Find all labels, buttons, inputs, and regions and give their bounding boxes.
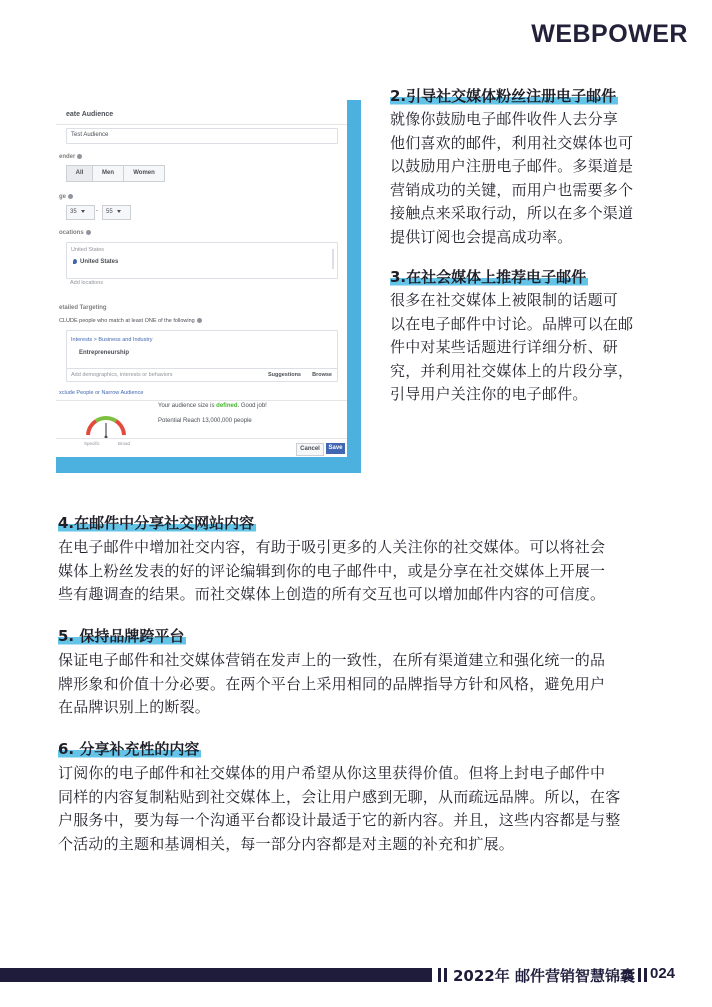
dialog-title: eate Audience [66,111,114,118]
text-line: 以在电子邮件中讨论。品牌可以在邮 [390,314,634,333]
browse-button[interactable]: Browse [312,372,332,378]
scrollbar[interactable] [332,249,334,269]
chevron-down-icon [81,210,85,213]
section-heading: 5. 保持品牌跨平台 [58,627,185,645]
targeting-include-text: CLUDE people who match at least ONE of the following [59,318,202,324]
text-line: 提供订阅也会提高成功率。 [390,227,573,246]
potential-reach-text: Potential Reach 13,000,000 people [158,418,252,424]
map-pin-icon [73,259,77,264]
help-icon [68,194,73,199]
audience-name-value: Test Audience [71,132,109,138]
gender-option-men[interactable]: Men [92,165,124,182]
gender-option-all[interactable]: All [66,165,93,182]
section-body [58,536,668,607]
text-line: 在电子邮件中增加社交内容，有助于吸引更多的人关注你的社交媒体。可以将社会 [58,538,606,556]
audience-gauge [82,413,130,447]
save-button[interactable]: Save [326,443,345,454]
text-line: 他们喜欢的邮件，利用社交媒体也可 [390,133,634,152]
text-line: 营销成功的关键，而用户也需要多个 [390,180,634,199]
location-selected: United States [73,259,118,265]
text-line: 保证电子邮件和社交媒体营销在发声上的一致性，在所有渠道建立和强化统一的品 [58,651,606,669]
text-line: 在品牌识别上的断裂。 [58,698,211,716]
help-icon [197,318,202,323]
chevron-down-icon [117,210,121,213]
section-heading: 4.在邮件中分享社交网站内容 [58,514,255,532]
gauge-left-label: Specific [84,441,100,446]
section-body [390,289,670,407]
text-line: 订阅你的电子邮件和社交媒体的用户希望从你这里获得价值。但将上封电子邮件中 [58,764,606,782]
footer-divider [644,968,647,982]
webpower-logo: WEBPOWER [531,20,688,48]
targeting-placeholder: Add demographics, interests or behaviors [71,372,173,378]
text-line: 件中对某些话题进行详细分析、研 [390,338,619,356]
age-to-select[interactable]: 55 [102,205,131,220]
interest-value: Entrepreneurship [79,350,130,356]
gender-label: ender [59,154,82,160]
divider [56,400,347,401]
footer-divider [444,968,447,982]
text-line: 究，并利用社交媒体上的片段分享， [390,361,634,380]
interest-path: Interests > Business and Industry [71,337,153,343]
text-line: 以鼓励用户注册电子邮件。多渠道是 [390,157,634,175]
narrow-audience-link[interactable]: xclude People or Narrow Audience [59,390,144,396]
audience-screenshot [56,100,361,473]
text-line: 户服务中，要为每一个沟通平台都设计最适于它的新内容。并且，这些内容都是与整 [58,811,621,829]
footer-bar [0,968,432,982]
text-line: 引导用户关注你的电子邮件。 [390,385,588,403]
footer-divider [438,968,441,982]
detailed-targeting-label: etailed Targeting [59,305,107,311]
help-icon [86,230,91,235]
text-line: 牌形象和价值十分必要。在两个平台上采用相同的品牌指导方针和风格，避免用户 [58,674,606,693]
cancel-button[interactable]: Cancel [296,443,324,456]
text-line: 接触点来采取行动，所以在多个渠道 [390,204,634,222]
section-2 [390,86,670,249]
footer-title: 2022年 邮件营销智慧锦囊 [453,967,635,985]
gender-option-women[interactable]: Women [123,165,165,182]
section-heading: 3.在社会媒体上推荐电子邮件 [390,268,587,286]
text-line: 同样的内容复制粘贴到社交媒体上，会让用户感到无聊，从而疏远品牌。所以，在客 [58,787,621,806]
create-audience-dialog [56,100,347,457]
targeting-search-input[interactable] [66,368,338,382]
age-from-select[interactable]: 35 [66,205,95,220]
section-3 [390,267,670,407]
text-line: 很多在社交媒体上被限制的话题可 [390,291,619,309]
audience-name-input[interactable] [66,128,338,144]
help-icon [77,154,82,159]
divider [56,438,347,439]
section-5 [58,626,668,720]
section-body [58,649,668,720]
section-body [58,762,668,856]
section-heading: 2.引导社交媒体粉丝注册电子邮件 [390,87,617,105]
suggestions-button[interactable]: Suggestions [267,372,301,378]
gauge-right-label: Broad [118,441,130,446]
audience-size-text: Your audience size is defined. Good job! [158,403,267,409]
text-line: 些有趣调查的结果。而社交媒体上创造的所有交互也可以增加邮件内容的可信度。 [58,585,606,603]
text-line: 就像你鼓励电子邮件收件人去分享 [390,110,619,128]
locations-label: ocations [59,230,91,236]
section-4 [58,513,668,607]
text-line: 个活动的主题和基调相关，每一部分内容都是对主题的补充和扩展。 [58,834,515,853]
location-placeholder[interactable]: Add locations [70,280,104,286]
section-6 [58,739,668,856]
age-label: ge [59,194,73,200]
locations-box[interactable] [66,242,338,279]
text-line: 媒体上粉丝发表的好的评论编辑到你的电子邮件中，或是分享在社交媒体上开展一 [58,561,606,580]
age-separator: - [96,208,98,214]
section-heading: 6. 分享补充性的内容 [58,740,200,758]
section-body [390,108,670,249]
divider [56,124,347,125]
location-country-header: United States [71,247,105,253]
footer-divider [638,968,641,982]
page-number: 024 [650,965,676,982]
targeting-box[interactable] [66,330,338,370]
